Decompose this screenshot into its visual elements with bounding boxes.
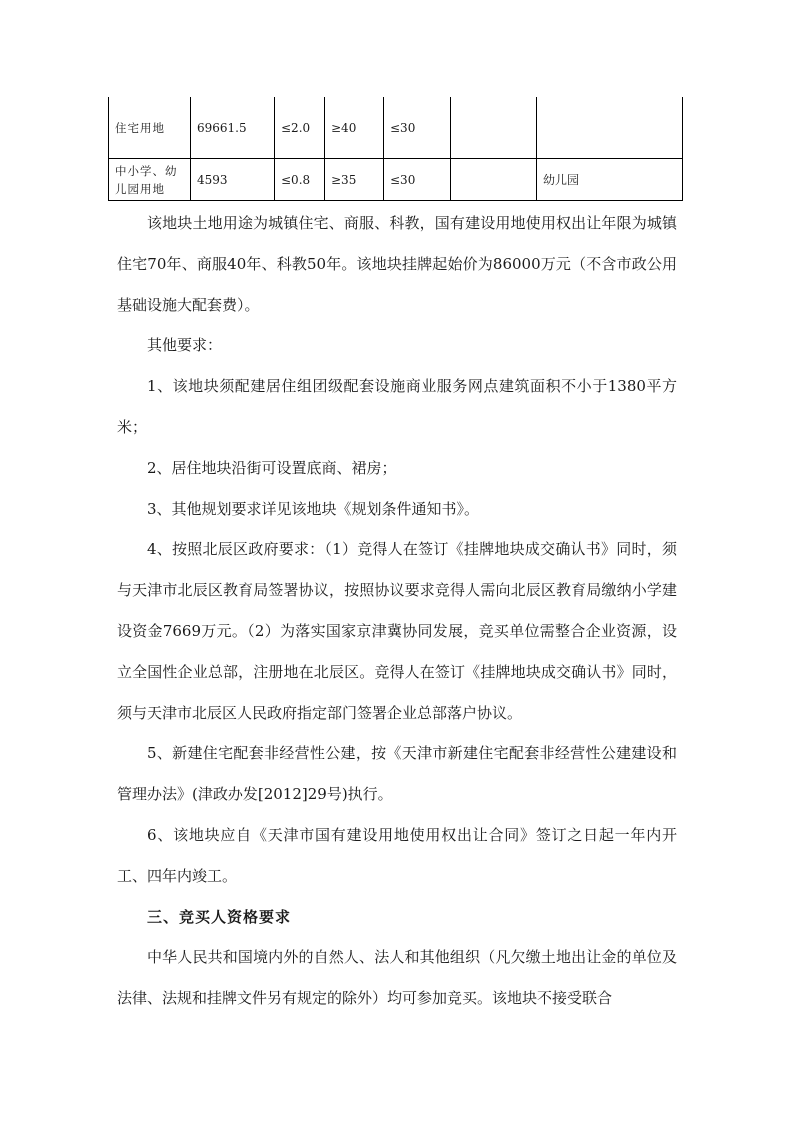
- table-row: [109, 97, 683, 159]
- paragraph-requirement-3: 3、其他规划要求详见该地块《规划条件通知书》。: [147, 499, 480, 518]
- area-cell: 4593: [191, 159, 275, 201]
- density-cell: ≤30: [384, 159, 451, 201]
- paragraph-land-use: 该地块土地用途为城镇住宅、商服、科教，国有建设用地使用权出让年限为城镇住宅70年、商服40年、科教50年。该地块挂牌起始价为86000万元（不含市政公用基础设施大配套费）。: [117, 214, 677, 314]
- paragraph-other-requirements: 其他要求：: [147, 336, 223, 355]
- green-ratio-cell: ≥35: [325, 159, 384, 201]
- green-ratio-cell: ≥40: [325, 97, 384, 159]
- paragraph-requirement-5: 5、新建住宅配套非经营性公建，按《天津市新建住宅配套非经营性公建建设和管理办法》(津政办发[2012]29号)执行。: [117, 744, 677, 804]
- remark-cell: 幼儿园: [537, 159, 683, 201]
- paragraph-requirement-2: 2、居住地块沿街可设置底商、裙房；: [147, 458, 397, 477]
- height-cell: [451, 159, 537, 201]
- section-heading-bidder-qualification: 三、竞买人资格要求: [147, 907, 292, 926]
- area-cell: 69661.5: [191, 97, 275, 159]
- remark-cell: [537, 97, 683, 159]
- paragraph-bidder-qualification: 中华人民共和国境内外的自然人、法人和其他组织（凡欠缴土地出让金的单位及法律、法规和挂牌文件另有规定的除外）均可参加竞买。该地块不接受联合: [117, 948, 677, 1008]
- height-cell: [451, 97, 537, 159]
- body-text: [117, 203, 677, 1019]
- land-type-cell: 住宅用地: [109, 97, 191, 159]
- land-use-table: [108, 97, 683, 201]
- plot-ratio-cell: ≤2.0: [275, 97, 325, 159]
- plot-ratio-cell: ≤0.8: [275, 159, 325, 201]
- table-row: [109, 159, 683, 201]
- paragraph-requirement-6: 6、该地块应自《天津市国有建设用地使用权出让合同》签订之日起一年内开工、四年内竣工。: [117, 825, 677, 885]
- density-cell: ≤30: [384, 97, 451, 159]
- land-type-cell: 中小学、幼儿园用地: [109, 159, 191, 201]
- paragraph-requirement-1: 1、该地块须配建居住组团级配套设施商业服务网点建筑面积不小于1380平方米；: [117, 377, 677, 436]
- paragraph-requirement-4: 4、按照北辰区政府要求：（1）竞得人在签订《挂牌地块成交确认书》同时，须与天津市北辰区教育局签署协议，按照协议要求竞得人需向北辰区教育局缴纳小学建设资金7669万元。（2）为落实国家京津冀协同发展，竞买单位需整合企业资源，设立全国性企业总部，注册地在北辰区。竞得人在签订《挂牌地块成交确认书》同时，须与天津市北辰区人民政府指定部门签署企业总部落户协议。: [117, 540, 677, 722]
